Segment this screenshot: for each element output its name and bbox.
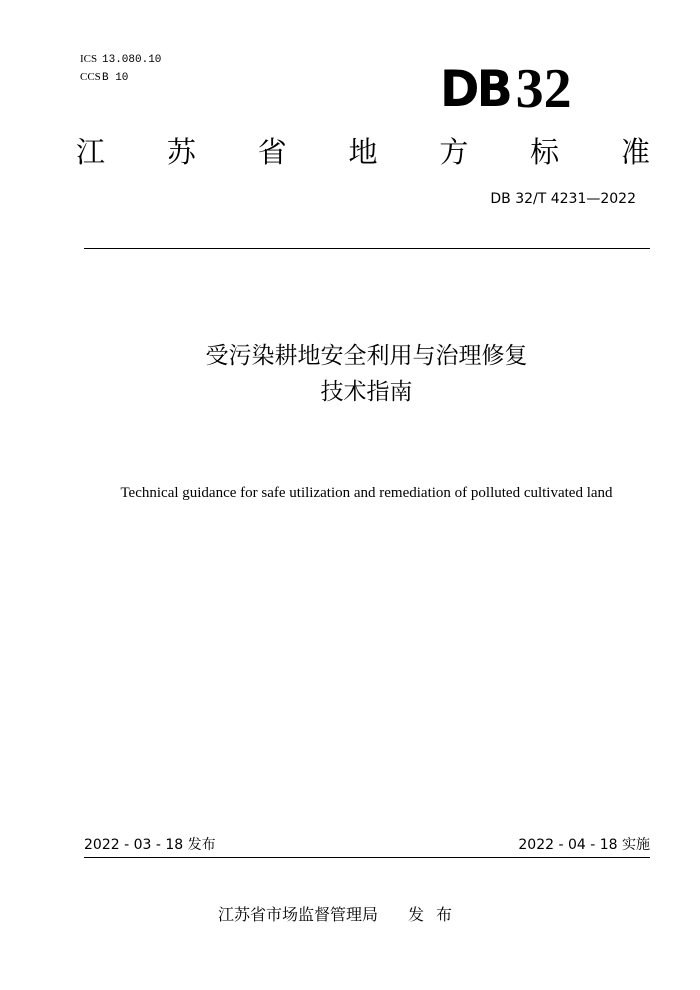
implementation-date: 2022 - 04 - 18 实施 — [518, 837, 650, 853]
ics-classification — [80, 52, 161, 67]
standard-type-char: 苏 — [166, 135, 196, 169]
standard-type-char: 地 — [348, 135, 378, 169]
issuer-line — [218, 904, 464, 926]
standard-type-char: 方 — [439, 135, 469, 169]
release-date: 2022 - 03 - 18 发布 — [84, 837, 216, 853]
chinese-title-line2: 技术指南 — [320, 379, 413, 405]
ccs-classification — [80, 70, 128, 85]
standard-type-char: 准 — [620, 135, 650, 169]
issuer-action: 发布 — [408, 905, 465, 924]
ics-code: 13.080.10 — [102, 54, 162, 66]
ccs-label: CCS — [80, 71, 101, 83]
standard-type-heading — [76, 134, 650, 170]
db32-logo — [440, 58, 600, 120]
logo-number: 32 — [515, 58, 572, 120]
issuer-name: 江苏省市场监督管理局 — [218, 905, 379, 924]
chinese-title — [0, 338, 700, 410]
english-title: Technical guidance for safe utilization and remediation of polluted cultivated land — [120, 485, 613, 501]
logo-letters: DB — [440, 60, 510, 118]
top-divider — [84, 248, 650, 249]
ccs-code: B 10 — [102, 72, 129, 84]
standard-type-char: 江 — [76, 135, 106, 169]
chinese-title-line1: 受污染耕地安全利用与治理修复 — [205, 343, 528, 369]
bottom-divider — [84, 857, 650, 858]
standard-number: DB 32/T 4231—2022 — [490, 191, 636, 207]
standard-type-char: 省 — [257, 135, 287, 169]
standard-type-char: 标 — [530, 135, 560, 169]
ics-label: ICS — [80, 53, 98, 65]
